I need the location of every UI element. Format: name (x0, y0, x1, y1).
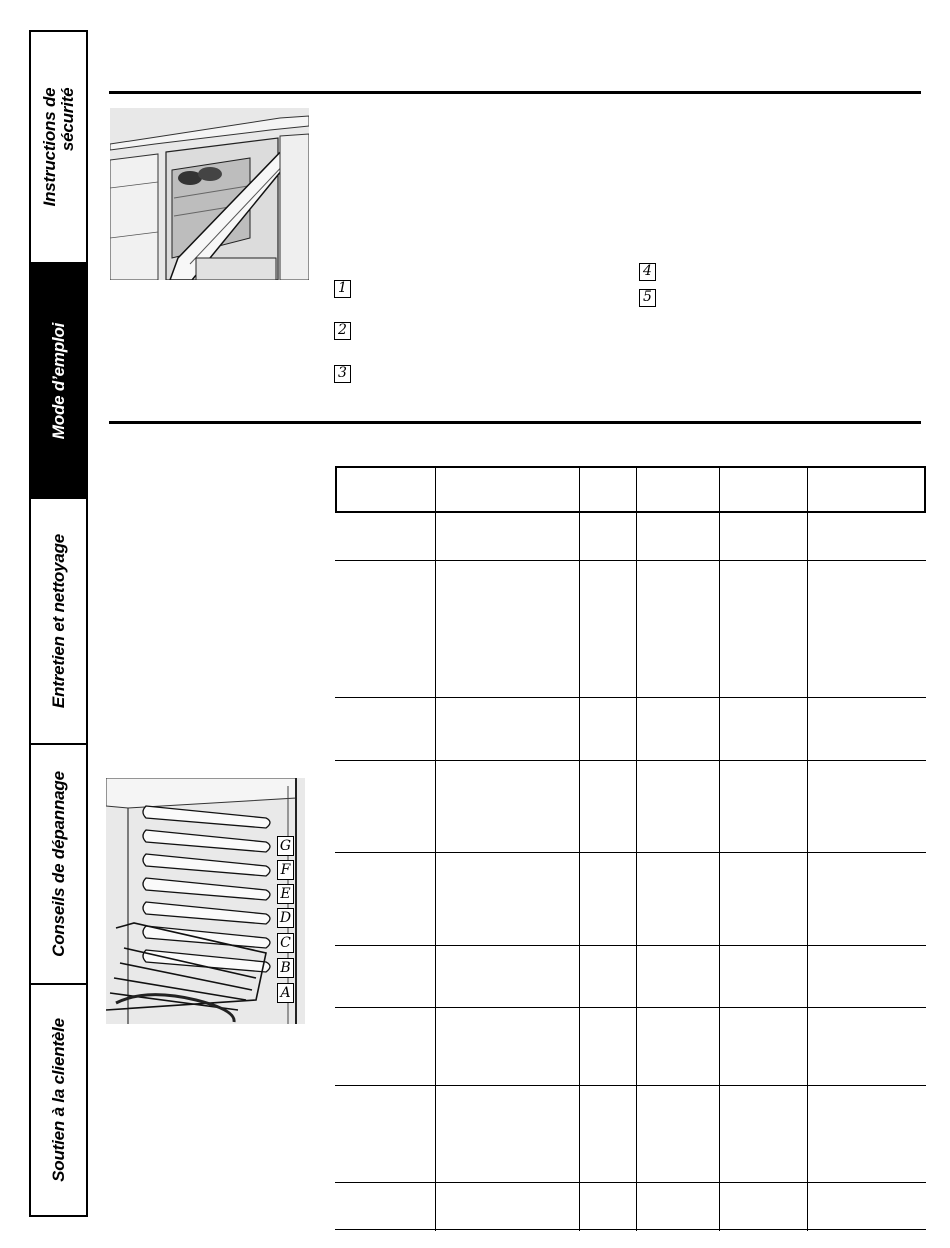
table-row-divider (335, 945, 926, 946)
side-tab-label: Mode d’emploi (48, 322, 68, 439)
step-number-box: 5 (639, 289, 656, 307)
rack-position-label: A (277, 983, 294, 1003)
side-tab-conseils-depannage[interactable] (31, 745, 86, 985)
side-tabs (29, 30, 88, 1217)
table-header-bottom (335, 511, 926, 513)
side-tab-entretien-nettoyage[interactable] (31, 499, 86, 745)
oven-rack-positions-illustration (106, 778, 305, 1024)
step-number-box: 1 (334, 280, 351, 298)
step-number-box: 2 (334, 322, 351, 340)
table-row-divider (335, 1182, 926, 1183)
rack-position-label: G (277, 836, 294, 856)
cooking-guide-table (335, 466, 926, 1231)
table-border-right (924, 466, 926, 512)
rack-position-label: B (277, 958, 294, 978)
table-row-divider (335, 1007, 926, 1008)
rack-position-label: C (277, 933, 294, 953)
section-divider-middle (109, 421, 921, 424)
table-border-top (335, 466, 926, 468)
side-tab-instructions-securite[interactable] (31, 32, 86, 264)
table-row-divider (335, 697, 926, 698)
side-tab-mode-emploi[interactable] (31, 264, 86, 499)
side-tab-label: Soutien à la clientèle (48, 1018, 68, 1182)
step-number-box: 3 (334, 365, 351, 383)
table-column-divider (579, 466, 580, 1231)
table-row-divider (335, 560, 926, 561)
side-tab-label: Conseils de dépannage (48, 771, 68, 957)
rack-position-label: F (277, 860, 294, 880)
oven-open-door-illustration (110, 108, 309, 280)
side-tab-label: sécurité (57, 87, 77, 152)
side-tab-label: Instructions de (39, 87, 59, 207)
table-column-divider (636, 466, 637, 1231)
rack-position-label: E (277, 884, 294, 904)
table-row-divider (335, 852, 926, 853)
table-column-divider (807, 466, 808, 1231)
side-tab-soutien-clientele[interactable] (31, 985, 86, 1215)
rack-position-label: D (277, 908, 294, 928)
section-divider-top (109, 91, 921, 94)
table-row-divider (335, 1229, 926, 1230)
side-tab-label: Entretien et nettoyage (48, 533, 68, 709)
step-number-box: 4 (639, 263, 656, 281)
table-column-divider (719, 466, 720, 1231)
table-row-divider (335, 760, 926, 761)
table-border-left (335, 466, 337, 512)
table-row-divider (335, 1085, 926, 1086)
table-column-divider (435, 466, 436, 1231)
